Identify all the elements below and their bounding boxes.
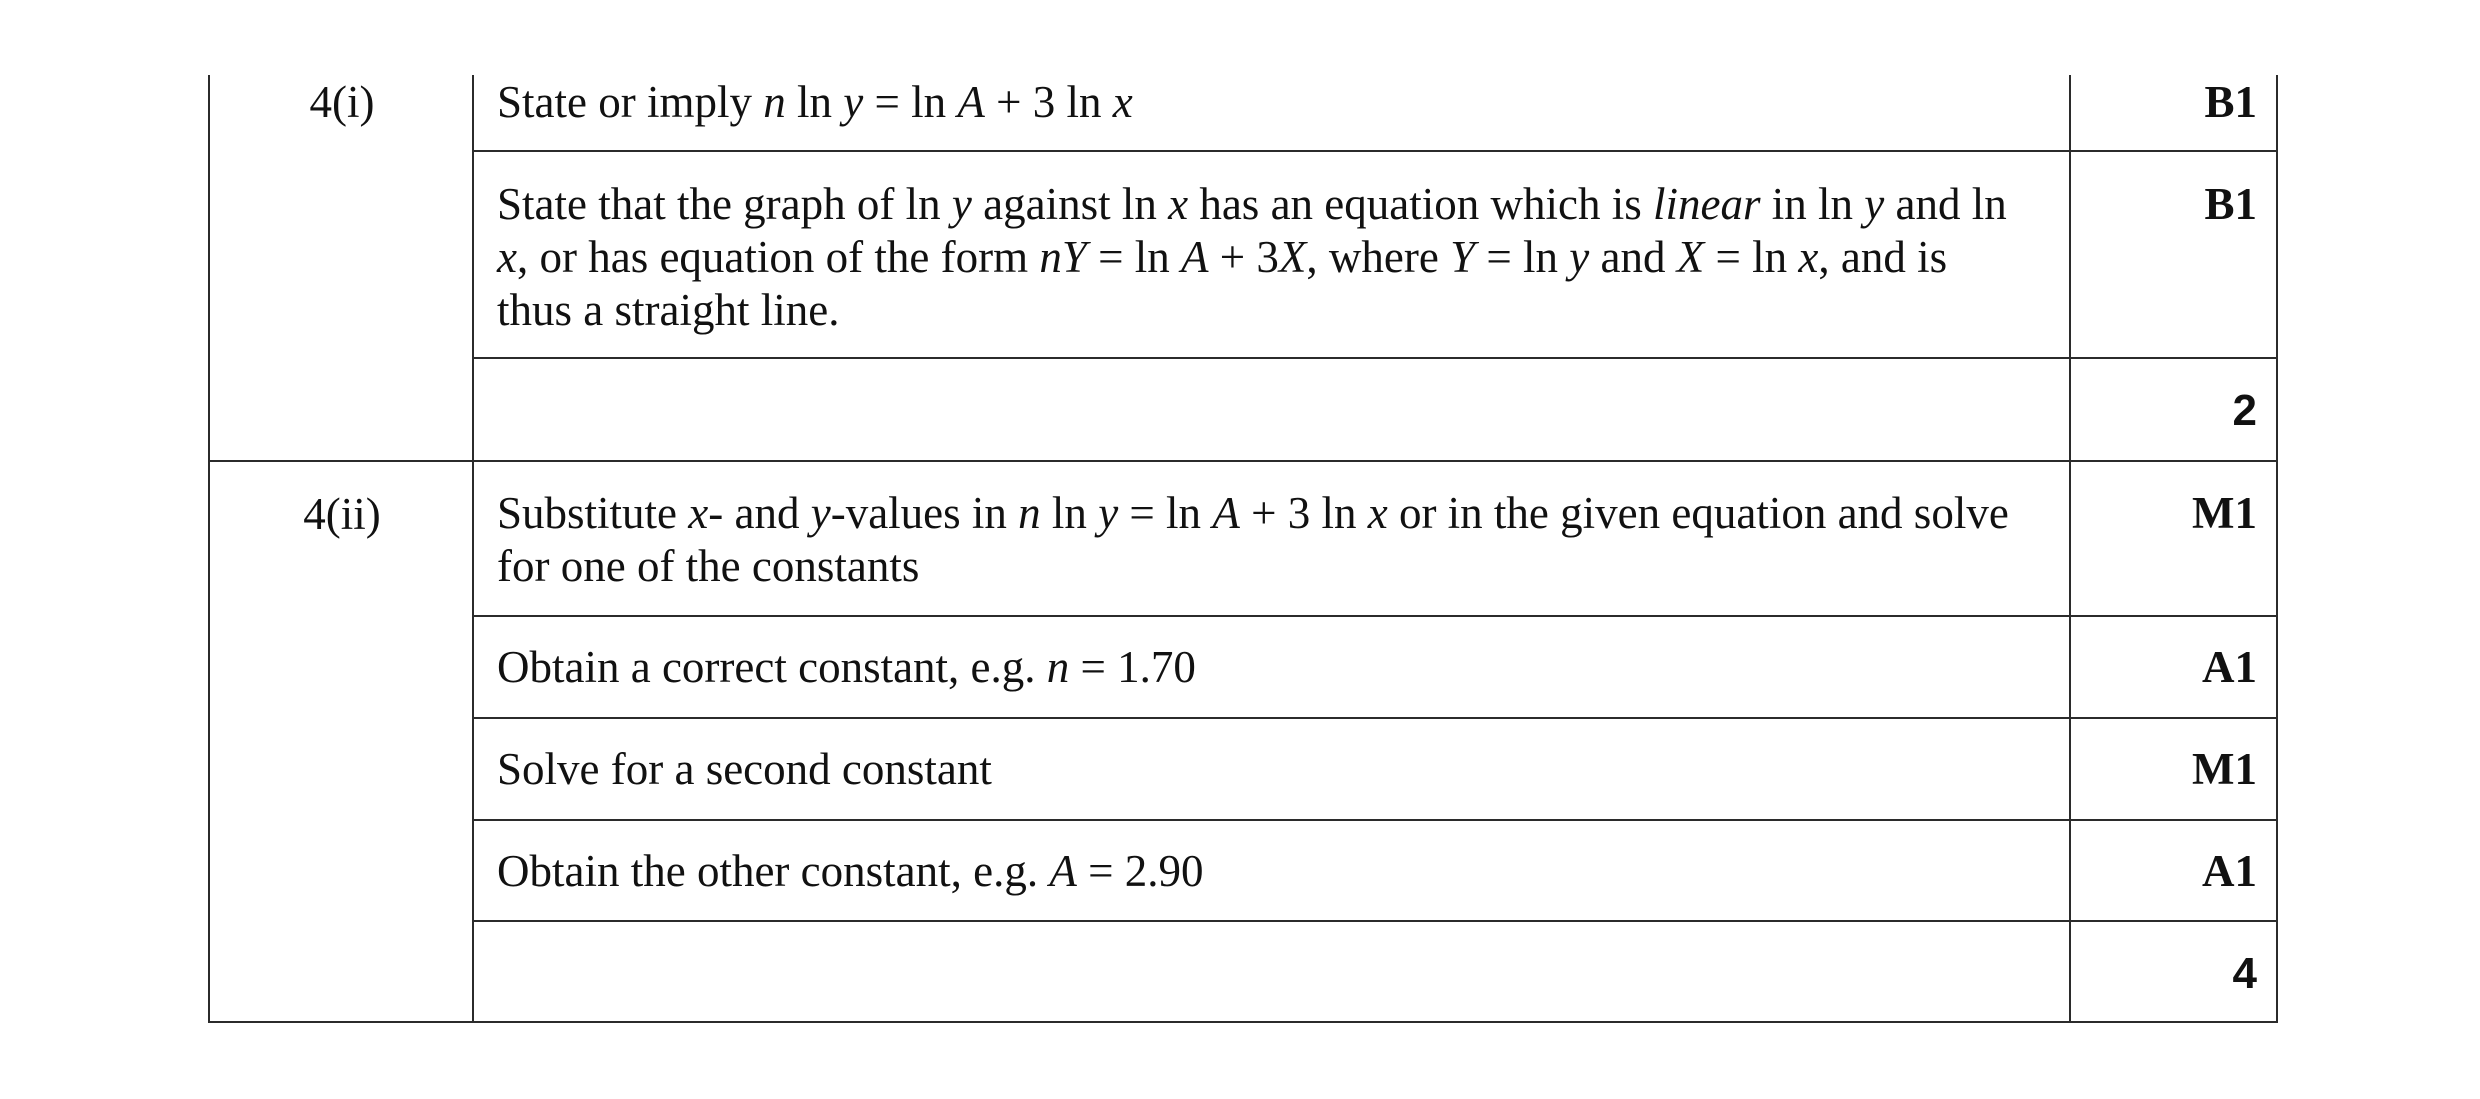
criterion-text-3-line-1: Substitute x- and y-values in n ln y = ln A + 3 ln x or in the given equation and solve xyxy=(497,488,2009,538)
criterion-text-6: Obtain the other constant, e.g. A = 2.90 xyxy=(497,846,1204,896)
mark-code-4: A1 xyxy=(2202,642,2257,692)
row-divider xyxy=(472,357,2278,359)
mark-code-3: M1 xyxy=(2192,488,2257,538)
row-divider xyxy=(472,150,2278,152)
criterion-text-1: State or imply n ln y = ln A + 3 ln x xyxy=(497,77,1133,127)
table-border-bottom xyxy=(208,1021,2278,1023)
total-marks-4i: 2 xyxy=(2232,386,2257,435)
row-divider xyxy=(472,615,2278,617)
criterion-text-5: Solve for a second constant xyxy=(497,744,992,794)
row-divider xyxy=(472,717,2278,719)
question-label-4ii: 4(ii) xyxy=(303,489,381,539)
criterion-text-2 xyxy=(497,178,2057,337)
row-divider xyxy=(472,920,2278,922)
row-divider xyxy=(472,819,2278,821)
criterion-text-4: Obtain a correct constant, e.g. n = 1.70 xyxy=(497,642,1196,692)
mark-code-1: B1 xyxy=(2204,77,2257,127)
criterion-text-2-line-3: thus a straight line. xyxy=(497,285,840,335)
mark-code-6: A1 xyxy=(2202,846,2257,896)
table-border-left xyxy=(208,75,210,1023)
criterion-text-3-line-2: for one of the constants xyxy=(497,541,920,591)
mark-code-5: M1 xyxy=(2192,744,2257,794)
column-divider-question xyxy=(472,75,474,1023)
part-divider xyxy=(208,460,2278,462)
column-divider-marks xyxy=(2069,75,2071,1023)
criterion-text-2-line-1: State that the graph of ln y against ln x has an equation which is linear in ln y and ln xyxy=(497,179,2007,229)
mark-code-2: B1 xyxy=(2204,179,2257,229)
criterion-text-3 xyxy=(497,487,2057,593)
table-border-right xyxy=(2276,75,2278,1023)
criterion-text-2-line-2: x, or has equation of the form nY = ln A + 3X, where Y = ln y and X = ln x, and is xyxy=(497,232,1948,282)
total-marks-4ii: 4 xyxy=(2232,949,2257,998)
question-label-4i: 4(i) xyxy=(309,77,375,127)
